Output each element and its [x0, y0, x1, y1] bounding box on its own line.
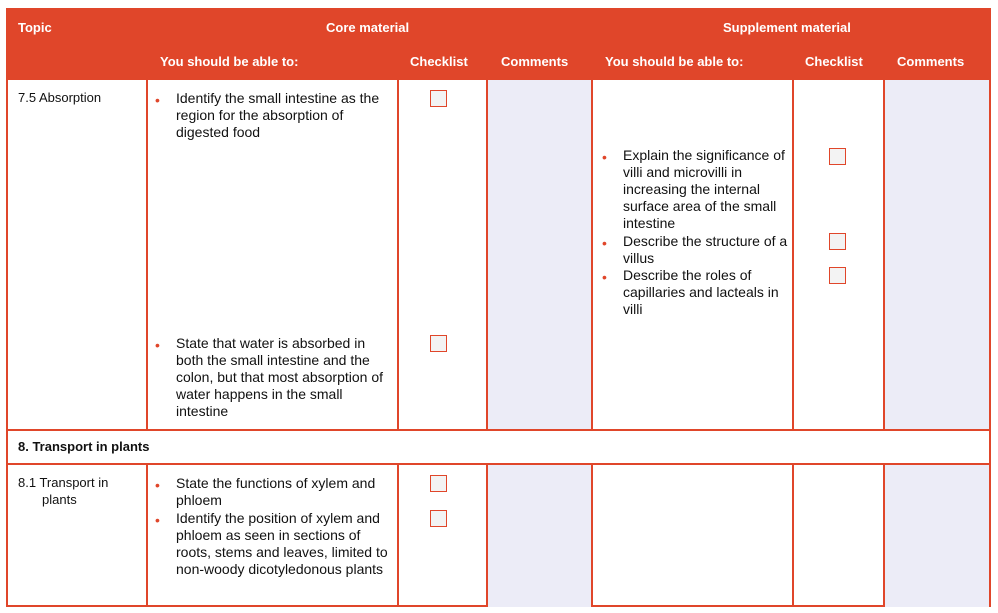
- header-supp-able: You should be able to:: [605, 54, 744, 69]
- column-divider: [486, 465, 488, 607]
- bullet: •: [602, 235, 607, 251]
- header-supp-checklist: Checklist: [805, 54, 863, 69]
- header-topic: Topic: [18, 20, 52, 35]
- table-header: [8, 10, 989, 80]
- row-divider: [8, 429, 989, 431]
- column-divider: [486, 80, 488, 429]
- supp-comments-cell[interactable]: [885, 465, 989, 607]
- core-item: State that water is absorbed in both the small intestine and the colon, but that most absorption of water happens in the small intestine: [176, 335, 384, 419]
- checklist-checkbox[interactable]: [430, 335, 447, 352]
- bullet: •: [155, 512, 160, 528]
- column-divider: [883, 80, 885, 429]
- supp-comments-cell[interactable]: [885, 80, 989, 429]
- header-supp-comments: Comments: [897, 54, 965, 69]
- core-item: State the functions of xylem and phloem: [176, 475, 376, 508]
- header-core-checklist: Checklist: [410, 54, 468, 69]
- topic-transport-line1: 8.1 Transport in: [18, 475, 109, 490]
- checklist-checkbox[interactable]: [430, 510, 447, 527]
- header-core-comments: Comments: [501, 54, 569, 69]
- supplement-item: Explain the significance of villi and microvilli in increasing the internal surface area of the small intestine: [623, 147, 785, 231]
- column-divider: [792, 80, 794, 429]
- column-divider: [397, 80, 399, 429]
- supplement-item: Describe the roles of capillaries and lacteals in villi: [623, 267, 779, 317]
- column-divider: [792, 465, 794, 607]
- bullet: •: [155, 477, 160, 493]
- checklist-checkbox[interactable]: [430, 475, 447, 492]
- bullet: •: [155, 92, 160, 108]
- supplement-item: Describe the structure of a villus: [623, 233, 788, 266]
- bullet: •: [602, 269, 607, 285]
- core-comments-cell[interactable]: [488, 465, 591, 607]
- topic-transport-line2: plants: [42, 492, 77, 507]
- section-heading: 8. Transport in plants: [18, 439, 150, 454]
- checklist-checkbox[interactable]: [829, 148, 846, 165]
- column-divider: [591, 80, 593, 429]
- header-supplement-material: Supplement material: [723, 20, 851, 35]
- column-divider: [146, 80, 148, 429]
- column-divider: [397, 465, 399, 607]
- core-item: Identify the small intestine as the region for the absorption of digested food: [176, 90, 380, 140]
- header-core-material: Core material: [326, 20, 410, 35]
- checklist-checkbox[interactable]: [430, 90, 447, 107]
- checklist-checkbox[interactable]: [829, 267, 846, 284]
- header-core-able: You should be able to:: [160, 54, 299, 69]
- column-divider: [883, 465, 885, 607]
- checklist-table: [6, 8, 991, 607]
- bullet: •: [155, 337, 160, 353]
- row-divider: [8, 463, 989, 465]
- core-item: Identify the position of xylem and phloem as seen in sections of roots, stems and leaves, limited to non-woody dicotyledonous plants: [176, 510, 388, 577]
- checklist-checkbox[interactable]: [829, 233, 846, 250]
- topic-absorption: 7.5 Absorption: [18, 90, 102, 105]
- column-divider: [146, 465, 148, 607]
- core-comments-cell[interactable]: [488, 80, 591, 429]
- column-divider: [591, 465, 593, 607]
- bullet: •: [602, 149, 607, 165]
